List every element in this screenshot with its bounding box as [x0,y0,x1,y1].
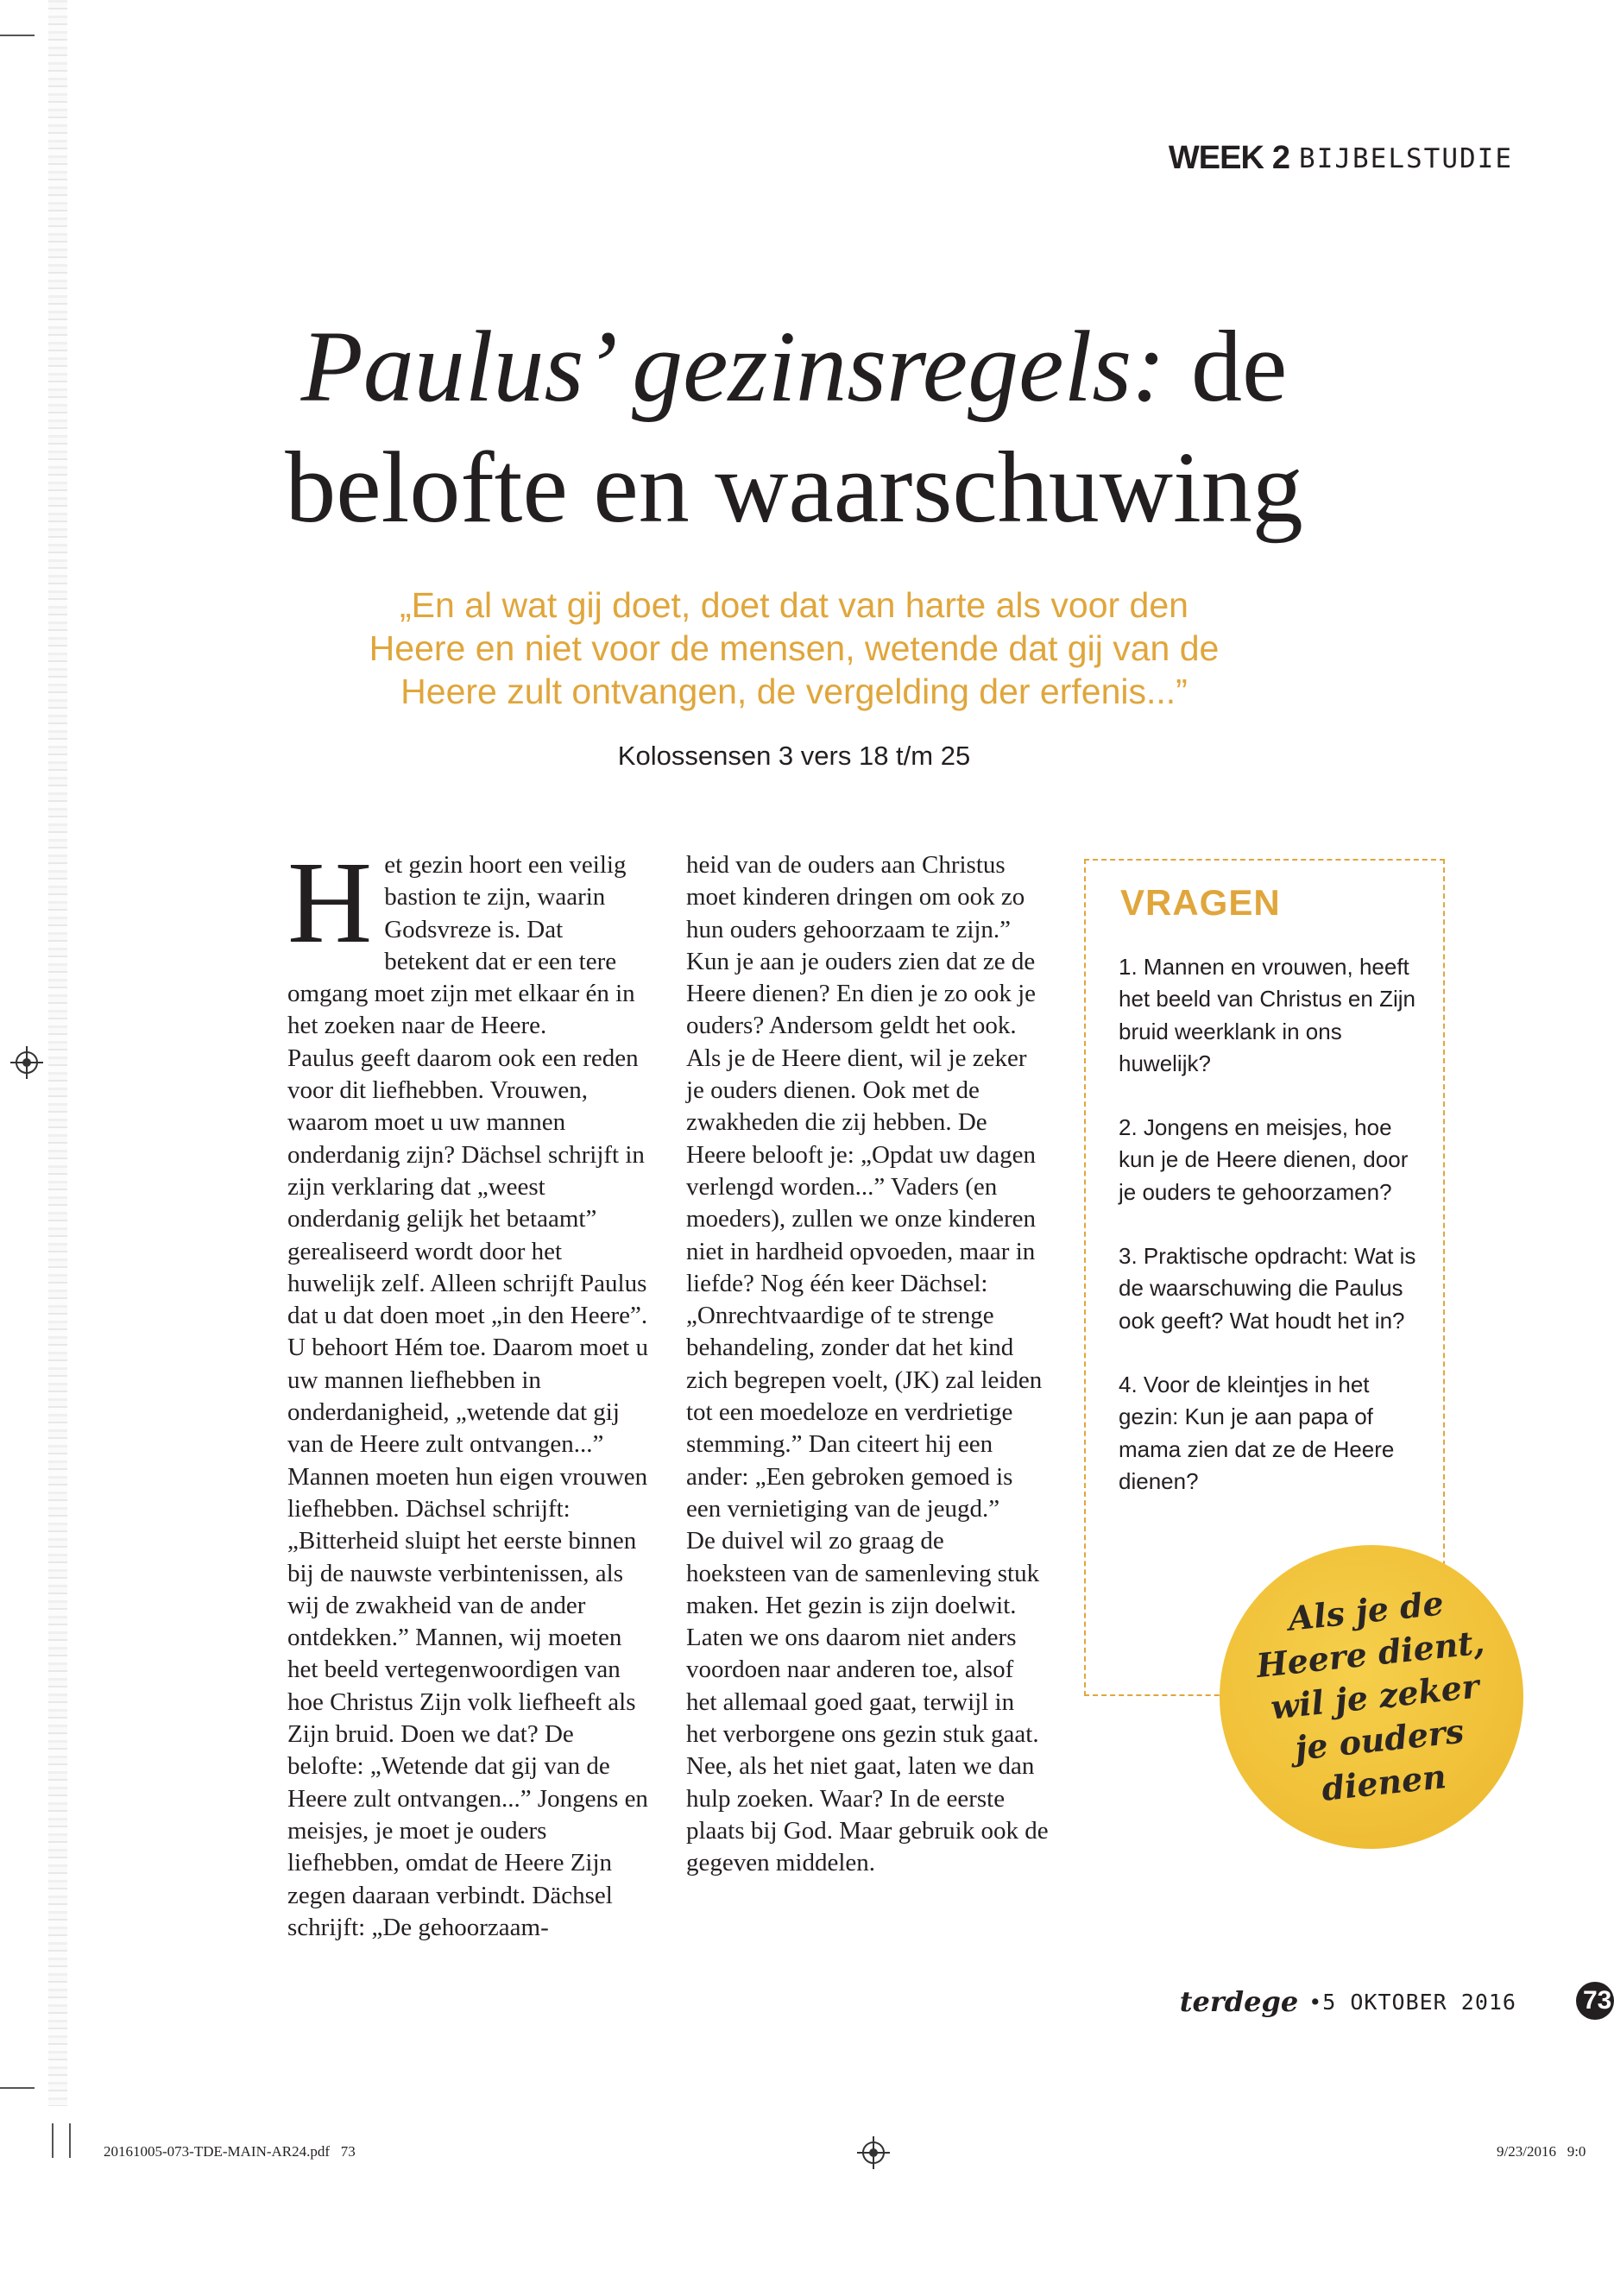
questions-title: VRAGEN [1120,882,1281,923]
body-paragraph: De duivel wil zo graag de hoeksteen van de samenleving stuk maken. Het gezin is zijn doelwit. Laten we ons daarom niet anders voordoen naar anderen toe, alsof het allemaal goed gaat, terwijl in het verborgene ons gezin stuk gaat. Nee, als het niet gaat, laten we dan hulp zoeken. Waar? In de eerste plaats bij God. Maar gebruik ook de gegeven middelen. [686,1527,1049,1877]
body-paragraph: Paulus geeft daarom ook een reden voor dit liefhebben. Vrouwen, waarom moet u uw mannen onderdanig zijn? Dächsel schrijft in zijn verklaring dat „weest onderdanig gelijk het betaamt” gerealiseerd wordt door het huwelijk zelf. Alleen schrijft Paulus dat u dat doen moet „in den Heere”. U behoort Hém toe. Daarom moet u uw mannen liefhebben in onderdanigheid, „wetende dat gij van de Heere zult ontvangen...” Mannen moeten hun eigen vrouwen liefhebben. Dächsel schrijft: „Bitterheid sluipt het eerste binnen bij de nauwste verbintenissen, als wij de zwakheid van de ander ontdekken.” Mannen, wij moeten het beeld vertegenwoordigen van hoe Christus Zijn volk liefheeft als Zijn bruid. Doen we dat? De belofte: „Wetende dat gij van de Heere zult ontvangen...” Jongens en meisjes, je moet je ouders liefhebben, omdat de Heere Zijn zegen daaraan verbindt. Dächsel schrijft: „De gehoorzaam- [287,1044,648,1941]
title-rest: de [1165,310,1288,423]
crop-mark [0,2087,35,2089]
crop-mark [52,2123,54,2158]
callout-text: Als je de Heere dient, wil je zeker je ouders dienen [1254,1583,1486,1808]
title-italic: Paulus’ gezinsregels: [300,310,1166,423]
callout-circle [1220,1545,1523,1849]
article-title [155,306,1433,548]
issue-date: •5 OKTOBER 2016 [1308,1989,1516,2015]
crop-mark [0,35,35,36]
page-footer [1180,1985,1516,2018]
body-column-2 [686,849,1049,1880]
title-line-2: belofte en waarschuwing [285,431,1303,544]
registration-mark-icon [16,1051,38,1074]
registration-mark-icon [862,2141,885,2164]
body-column-1 [287,838,650,1944]
print-slug-date: 9/23/2016 9:0 [1497,2143,1586,2160]
intro-quote: „En al wat gij doet, doet dat van harte als voor den Heere en niet voor de mensen, wetende dat gij van de Heere zult ontvangen, de vergelding der erfenis...” [369,585,1220,711]
scripture-reference: Kolossensen 3 vers 18 t/m 25 [617,741,971,771]
week-label: WEEK [1168,140,1264,176]
running-header [1169,140,1513,177]
crop-mark [69,2123,71,2158]
drop-cap: H [287,838,373,968]
week-number: 2 [1271,140,1291,176]
magazine-brand: terdege [1179,1985,1299,2018]
print-slug-file: 20161005-073-TDE-MAIN-AR24.pdf 73 [104,2143,356,2160]
body-paragraph: heid van de ouders aan Christus moet kinderen dringen om ook zo hun ouders gehoorzaam te zijn.” Kun je aan je ouders zien dat ze de Heere dienen? En dien je zo ook je ouders? Andersom geldt het ook. Als je de Heere dient, wil je zeker je ouders dienen. Ook met de zwakheden die zij hebben. De Heere belooft je: „Opdat uw dagen verlengd worden...” Vaders (en moeders), zullen we onze kinderen niet in hardheid opvoeden, maar in liefde? Nog één keer Dächsel: „Onrechtvaardige of te strenge behandeling, zonder dat het kind zich begrepen voelt, (JK) zal leiden tot een moedeloze en verdrietige stemming.” Dan citeert hij een ander: „Een gebroken gemoed is een vernietiging van de jeugd.” [686,851,1043,1523]
questions-list [1119,951,1421,1530]
question-item: 4. Voor de kleintjes in het gezin: Kun je aan papa of mama zien dat ze de Heere dienen? [1119,1371,1395,1494]
page-number: 73 [1576,1982,1614,2020]
page-edge-strip [48,0,67,2106]
question-item: 1. Mannen en vrouwen, heeft het beeld van Christus en Zijn bruid weerklank in ons huwelijk? [1119,954,1415,1076]
lead-paragraph: et gezin hoort een veilig bastion te zijn, waarin Godsvreze is. Dat betekent dat er een tere omgang moet zijn met elkaar én in het zoeken naar de Heere. [287,851,635,1040]
question-item: 3. Praktische opdracht: Wat is de waarschuwing die Paulus ook geeft? Wat houdt het in? [1119,1243,1416,1334]
question-item: 2. Jongens en meisjes, hoe kun je de Heere dienen, door je ouders te gehoorzamen? [1119,1114,1409,1205]
section-label: BIJBELSTUDIE [1299,142,1513,174]
